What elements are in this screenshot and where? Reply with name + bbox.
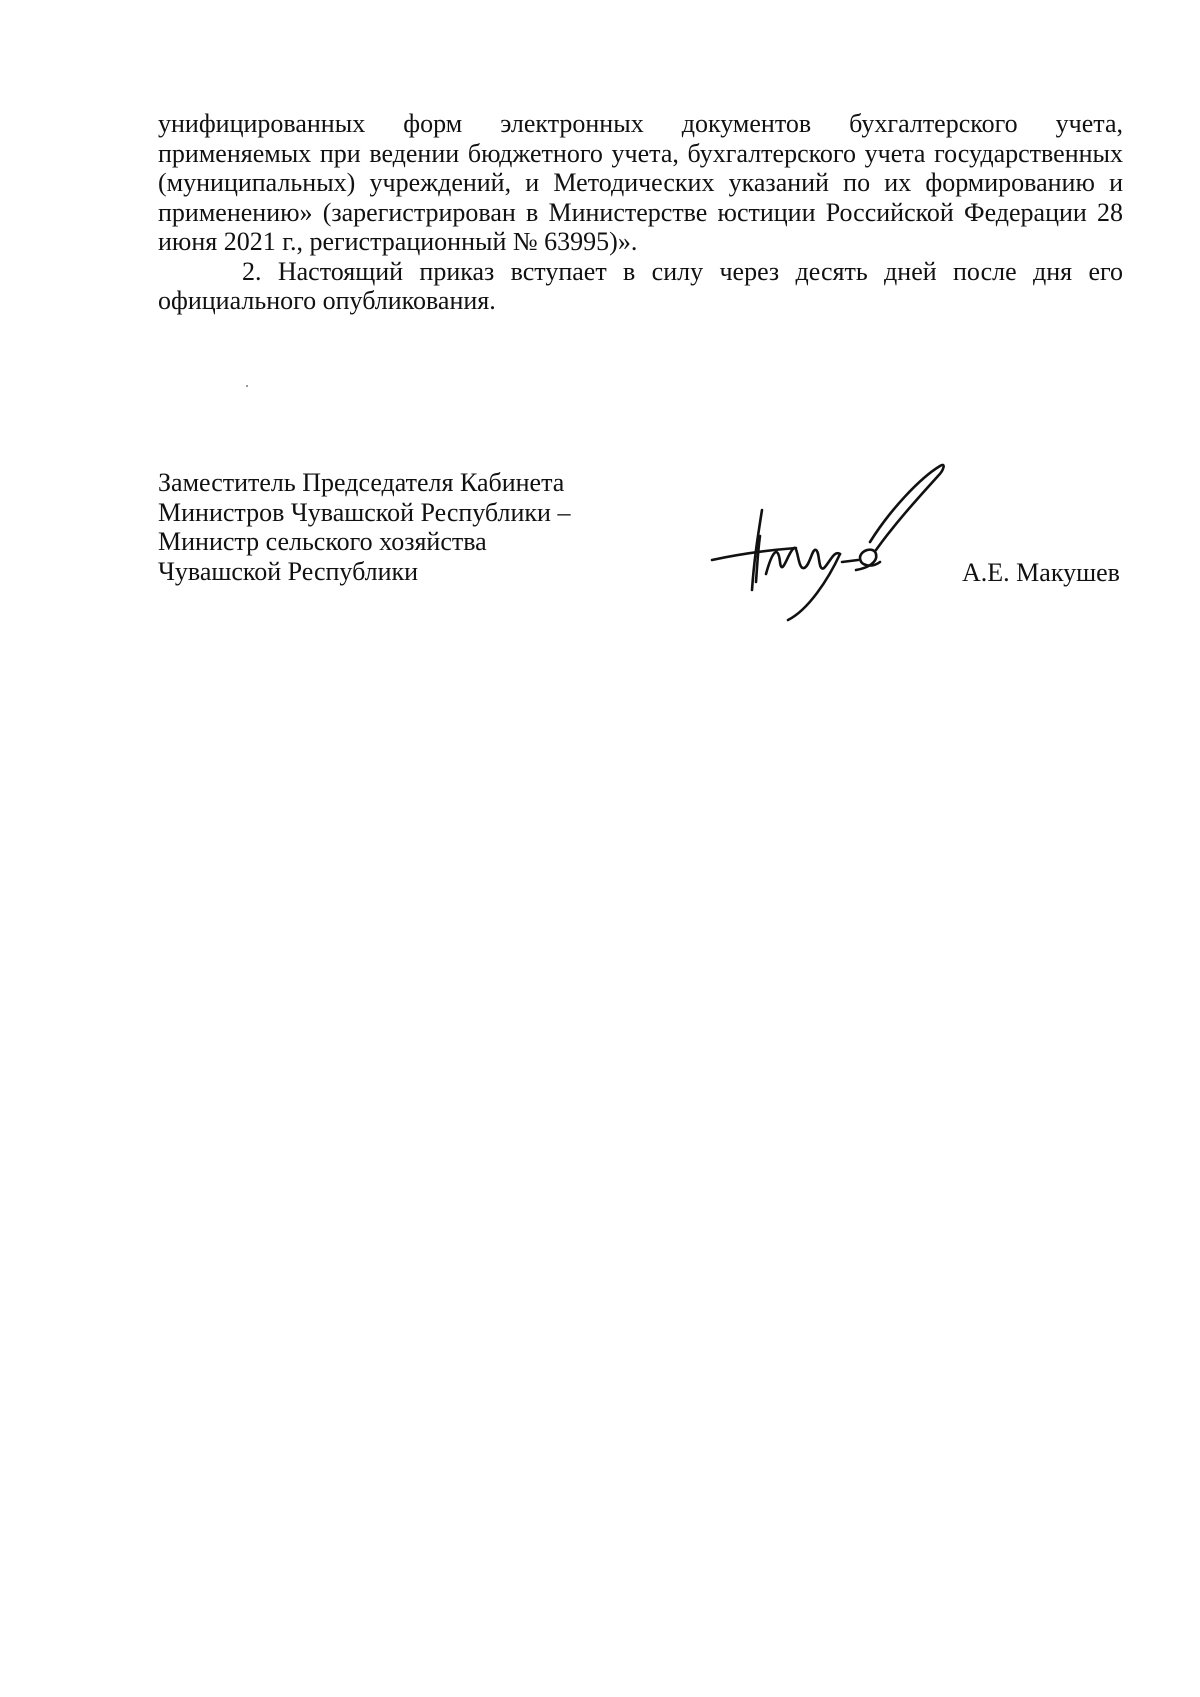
paragraph-continuation: унифицированных форм электронных документов бухгалтерского учета, применяемых при ведении бюджетного учета, бухгалтерского учета государственных (муниципальных) учреждений, и Методических указаний по их формированию и применению» (зарегистрирован в Министерстве юстиции Российской Федерации 28 июня 2021 г., регистрационный № 63995)». (158, 109, 1123, 256)
signatory-title-line: Чувашской Республики (158, 556, 419, 586)
handwritten-signature (700, 450, 980, 630)
paragraph-2: 2. Настоящий приказ вступает в силу через десять дней после дня его официального опубликования. (158, 256, 1123, 315)
signer-name: А.Е. Макушев (962, 558, 1120, 587)
scan-speck (246, 385, 248, 387)
signatory-title-line: Заместитель Председателя Кабинета (158, 468, 565, 497)
signatory-title-line: Министров Чувашской Республики – (158, 497, 571, 527)
signatory-title-line: Министр сельского хозяйства (158, 527, 487, 556)
document-body (158, 109, 1123, 316)
signatory-title (158, 468, 618, 586)
